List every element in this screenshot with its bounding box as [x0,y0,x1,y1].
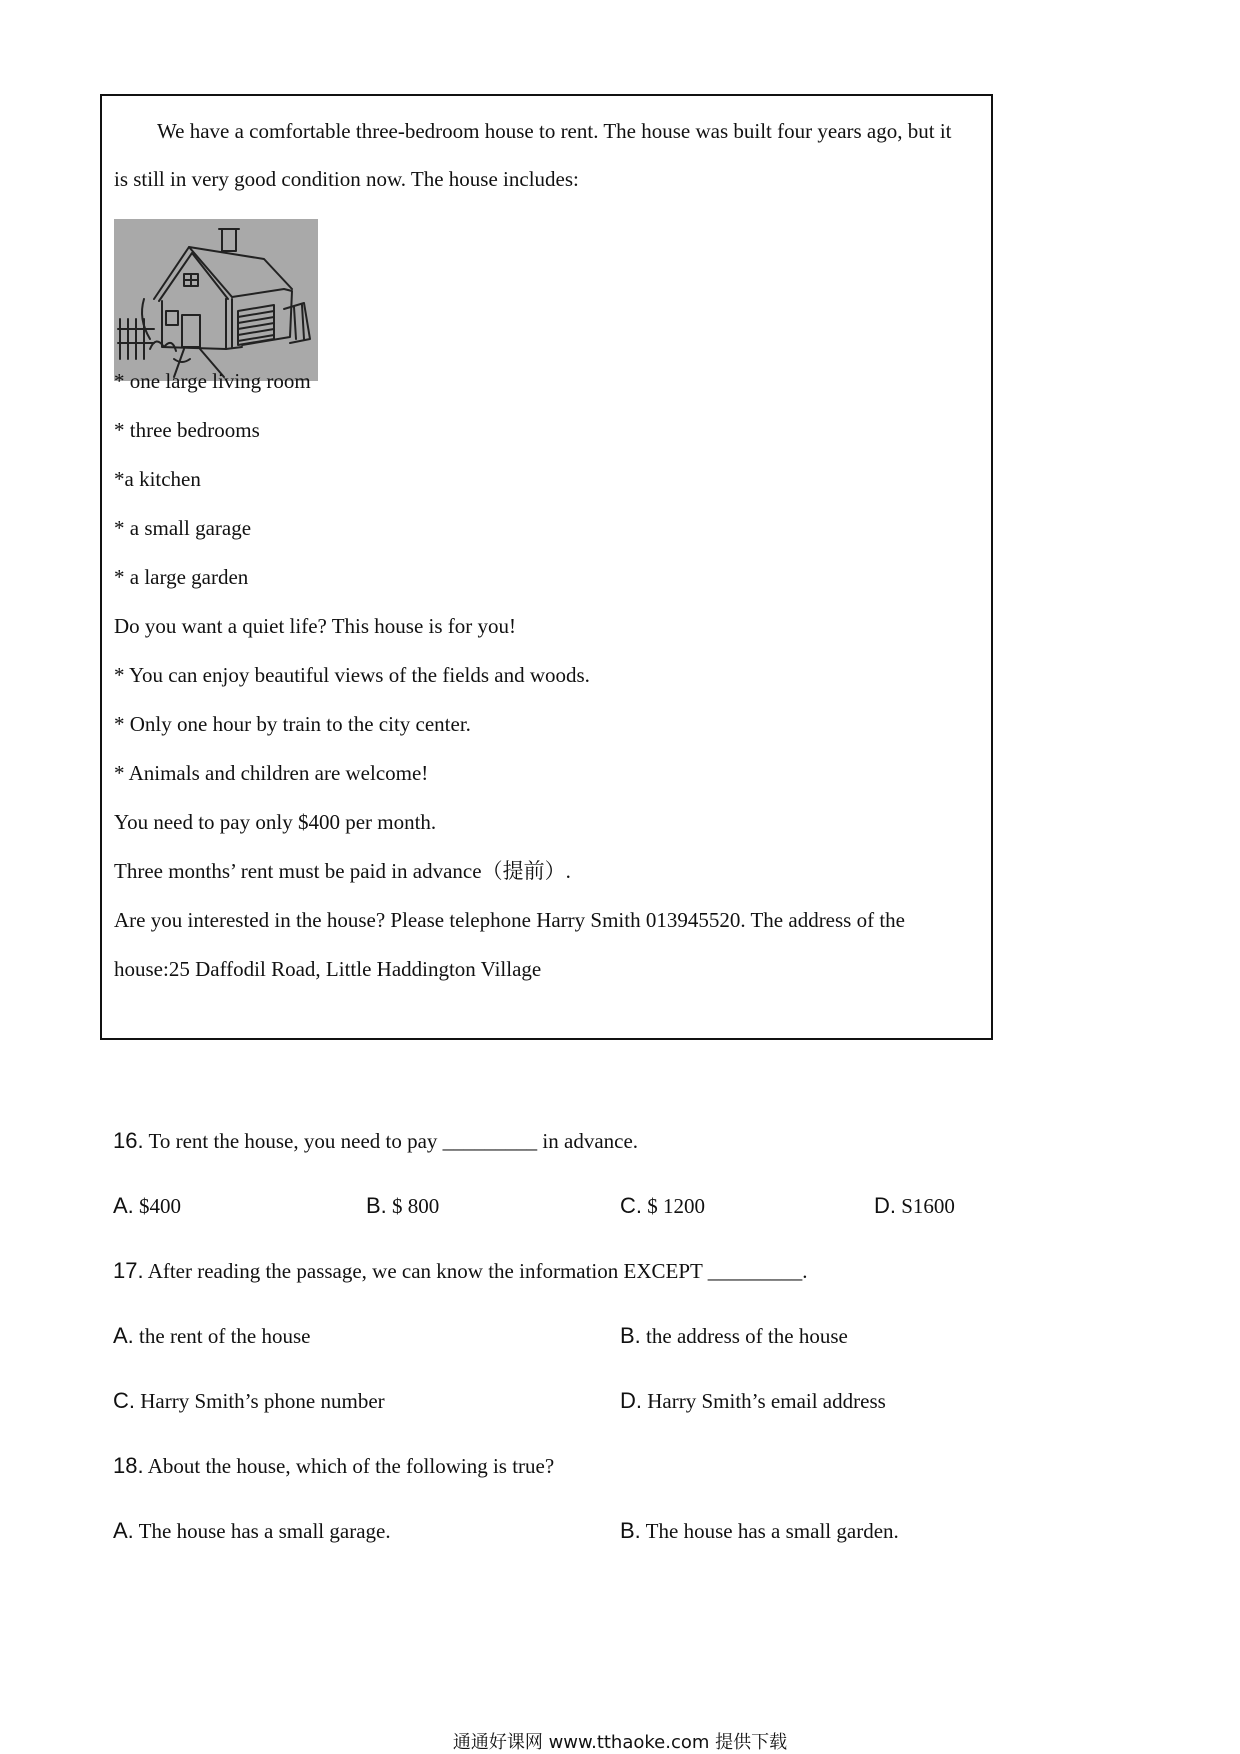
page-footer: 通通好课网 www.tthaoke.com 提供下载 [452,1732,788,1753]
option-text: the rent of the house [139,1324,311,1348]
quiet-life-line: Do you want a quiet life? This house is for you! [114,614,517,638]
contact-line-1: Are you interested in the house? Please telephone Harry Smith 013945520. The address of the [114,908,905,932]
feature-item: *a kitchen [114,467,201,491]
question-16 [113,1128,638,1154]
option-letter: A. [113,1193,134,1218]
option-letter: A. [113,1323,134,1348]
option-text: Harry Smith’s email address [647,1389,886,1413]
feature-item: * a large garden [114,565,249,589]
option-18-b[interactable] [620,1518,899,1544]
option-letter: C. [620,1193,642,1218]
option-17-b[interactable] [620,1323,848,1349]
option-text: Harry Smith’s phone number [140,1389,385,1413]
option-text: the address of the house [646,1324,848,1348]
option-text: $ 1200 [647,1194,705,1218]
option-17-d[interactable] [620,1388,886,1414]
feature-item: * three bedrooms [114,418,260,442]
option-text: $ 800 [392,1194,440,1218]
option-text: The house has a small garage. [138,1519,391,1543]
price-line: You need to pay only $400 per month. [114,810,437,834]
option-18-a[interactable] [113,1518,391,1544]
question-18 [113,1453,554,1479]
question-text: About the house, which of the following is true? [147,1454,555,1478]
perk-item: * Animals and children are welcome! [114,761,429,785]
intro-line-2: is still in very good condition now. The house includes: [114,167,579,191]
option-letter: B. [366,1193,387,1218]
option-16-c[interactable] [620,1193,705,1219]
option-16-b[interactable] [366,1193,439,1219]
house-drawing-icon [114,219,318,381]
house-illustration [114,219,318,381]
option-17-c[interactable] [113,1388,385,1414]
option-letter: D. [620,1388,642,1413]
option-letter: C. [113,1388,135,1413]
question-number: 18. [113,1453,144,1478]
question-text: After reading the passage, we can know the information EXCEPT _________. [147,1259,808,1283]
option-16-d[interactable] [874,1193,955,1219]
option-letter: B. [620,1323,641,1348]
option-16-a[interactable] [113,1193,181,1219]
intro-line-1: We have a comfortable three-bedroom house to rent. The house was built four years ago, but it [157,119,952,143]
question-17 [113,1258,807,1284]
feature-item: * one large living room [114,369,311,393]
option-letter: D. [874,1193,896,1218]
option-17-a[interactable] [113,1323,311,1349]
option-text: The house has a small garden. [645,1519,899,1543]
contact-line-2: house:25 Daffodil Road, Little Haddington Village [114,957,542,981]
feature-item: * a small garage [114,516,252,540]
perk-item: * You can enjoy beautiful views of the fields and woods. [114,663,590,687]
perk-item: * Only one hour by train to the city center. [114,712,471,736]
option-letter: A. [113,1518,134,1543]
rental-ad-box [100,94,993,1040]
advance-line: Three months’ rent must be paid in advance（提前）. [114,859,571,883]
option-text: $400 [139,1194,182,1218]
option-text: S1600 [901,1194,955,1218]
question-number: 16. [113,1128,144,1153]
option-letter: B. [620,1518,641,1543]
question-number: 17. [113,1258,144,1283]
question-text: To rent the house, you need to pay _________ in advance. [148,1129,639,1153]
